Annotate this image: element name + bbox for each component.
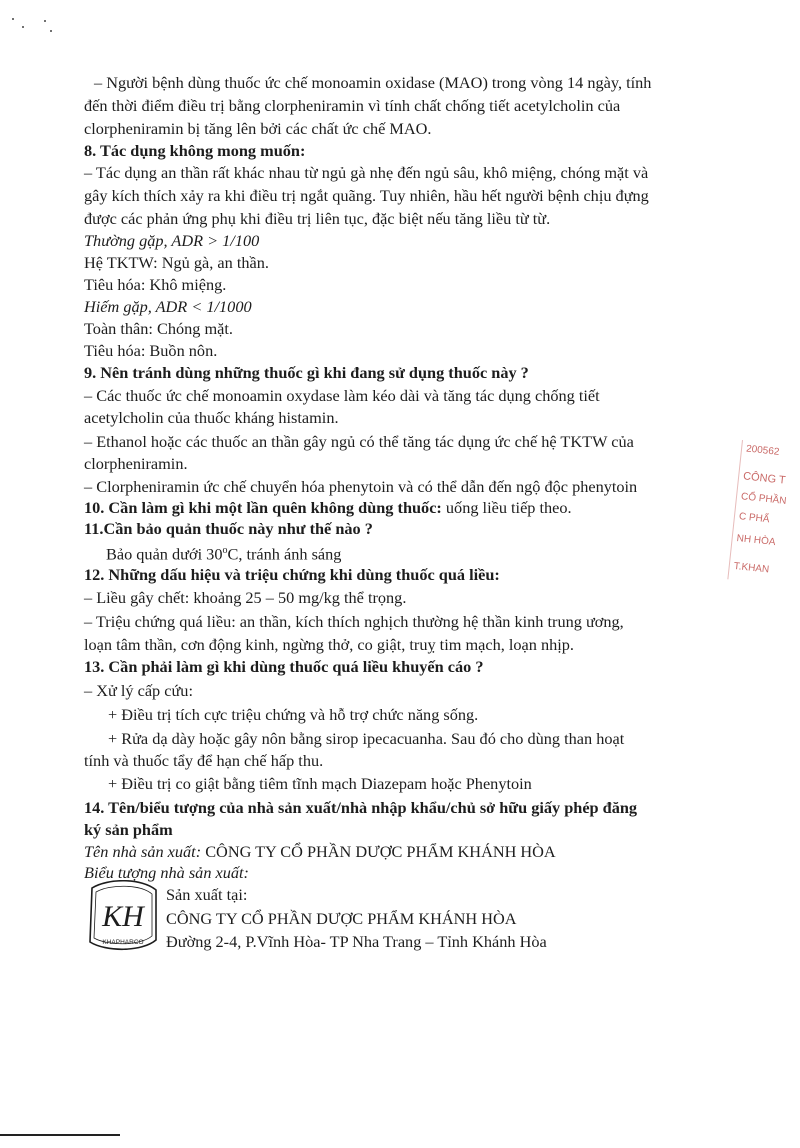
section-heading-storage: 11.Cần bảo quản thuốc này như thế nào ? [84, 519, 373, 538]
section-heading-side-effects: 8. Tác dụng không mong muốn: [84, 141, 306, 160]
interaction-line: – Các thuốc ức chế monoamin oxydase làm kéo dài và tăng tác dụng chống tiết [84, 386, 600, 405]
logo-mark: KH [102, 900, 144, 933]
side-effect-item: Tiêu hóa: Khô miệng. [84, 275, 227, 294]
scan-speck [44, 20, 46, 22]
section-heading-missed-dose: 10. Cần làm gì khi một lần quên không dùng thuốc: [84, 498, 442, 517]
side-effects-paragraph: gây kích thích xảy ra khi điều trị ngắt quãng. Tuy nhiên, hầu hết người bệnh chịu đựng [84, 186, 649, 205]
stamp-text: CỔ PHẦN [740, 491, 787, 507]
company-name: CÔNG TY CỔ PHẦN DƯỢC PHẨM KHÁNH HÒA [166, 909, 517, 928]
stamp-text: 200562 [745, 443, 780, 458]
interaction-line: acetylcholin của thuốc kháng histamin. [84, 408, 339, 427]
overdose-action-line: + Điều trị co giật bằng tiêm tĩnh mạch Diazepam hoặc Phenytoin [108, 774, 532, 793]
company-address: Đường 2-4, P.Vĩnh Hòa- TP Nha Trang – Tỉnh Khánh Hòa [166, 932, 547, 951]
section-heading-manufacturer: 14. Tên/biểu tượng của nhà sản xuất/nhà nhập khẩu/chủ sở hữu giấy phép đăng [84, 798, 638, 817]
page-bottom-line [0, 1134, 120, 1136]
stamp-text: NH HÒA [736, 533, 776, 549]
manufacturer-name: CÔNG TY CỔ PHẦN DƯỢC PHẨM KHÁNH HÒA [201, 842, 556, 861]
manufacturer-logo-label: Biểu tượng nhà sản xuất: [84, 863, 249, 882]
interaction-line: clorpheniramin. [84, 454, 188, 473]
missed-dose-line [84, 497, 572, 519]
khapharco-logo [86, 880, 160, 952]
overdose-action-line: + Rửa dạ dày hoặc gây nôn bằng sirop ipecacuanha. Sau đó cho dùng than hoạt [108, 729, 625, 748]
contraindication-line: – Người bệnh dùng thuốc ức chế monoamin oxidase (MAO) trong vòng 14 ngày, tính [94, 73, 652, 92]
stamp-text: T.KHAN [733, 560, 770, 576]
interaction-line: – Ethanol hoặc các thuốc an thần gây ngủ có thể tăng tác dụng ức chế hệ TKTW của [84, 432, 634, 451]
interaction-line: – Clorpheniramin ức chế chuyển hóa phenytoin và có thể dẫn đến ngộ độc phenytoin [84, 477, 638, 496]
section-heading-overdose-action: 13. Cần phải làm gì khi dùng thuốc quá liều khuyến cáo ? [84, 657, 484, 676]
frequency-label-rare: Hiếm gặp, ADR < 1/1000 [84, 297, 252, 316]
side-effects-paragraph: được các phản ứng phụ khi điều trị liên tục, đặc biệt nếu tăng liều từ từ. [84, 209, 551, 228]
stamp-text: CÔNG T [742, 470, 787, 487]
overdose-action-line: tính và thuốc tẩy để hạn chế hấp thu. [84, 751, 324, 770]
logo-caption: KHAPHARCO [102, 939, 144, 946]
side-effects-paragraph: – Tác dụng an thần rất khác nhau từ ngủ gà nhẹ đến ngủ sâu, khô miệng, chóng mặt và [84, 163, 649, 182]
overdose-action-line: – Xử lý cấp cứu: [84, 681, 193, 700]
overdose-action-line: + Điều trị tích cực triệu chứng và hỗ trợ chức năng sống. [108, 705, 479, 724]
manufacturer-label: Tên nhà sản xuất: [84, 842, 202, 861]
degree-mark: o [222, 545, 228, 556]
overdose-sign-line: – Liều gây chết: khoảng 25 – 50 mg/kg thể trọng. [84, 588, 407, 607]
missed-dose-text: uống liều tiếp theo. [441, 498, 572, 517]
section-heading-overdose-signs: 12. Những dấu hiệu và triệu chứng khi dùng thuốc quá liều: [84, 565, 500, 584]
section-heading-interactions: 9. Nên tránh dùng những thuốc gì khi đang sử dụng thuốc này ? [84, 363, 529, 382]
company-stamp [727, 440, 800, 585]
section-heading-manufacturer-cont: ký sản phẩm [84, 820, 173, 839]
side-effect-item: Hệ TKTW: Ngủ gà, an thần. [84, 253, 269, 272]
storage-text [106, 540, 341, 565]
scan-speck [22, 26, 24, 28]
stamp-text: C PHẨ [738, 511, 770, 526]
manufacturer-name-line [84, 841, 556, 863]
scan-speck [12, 18, 14, 20]
made-at-label: Sản xuất tại: [166, 885, 248, 904]
storage-text-a: Bảo quản dưới 30 [106, 544, 223, 564]
logo-icon [86, 880, 160, 952]
scan-speck [50, 30, 52, 32]
frequency-label-common: Thường gặp, ADR > 1/100 [84, 231, 260, 250]
overdose-sign-line: – Triệu chứng quá liều: an thần, kích thích nghịch thường hệ thần kinh trung ương, [84, 612, 624, 631]
contraindication-line: clorpheniramin bị tăng lên bởi các chất ức chế MAO. [84, 119, 432, 138]
overdose-sign-line: loạn tâm thần, cơn động kinh, ngừng thở, co giật, truỵ tim mạch, loạn nhịp. [84, 635, 574, 654]
side-effect-item: Toàn thân: Chóng mặt. [84, 319, 233, 338]
side-effect-item: Tiêu hóa: Buồn nôn. [84, 341, 218, 360]
contraindication-line: đến thời điểm điều trị bằng clorpheniramin vì tính chất chống tiết acetylcholin của [84, 96, 621, 115]
storage-text-b: C, tránh ánh sáng [227, 544, 342, 564]
